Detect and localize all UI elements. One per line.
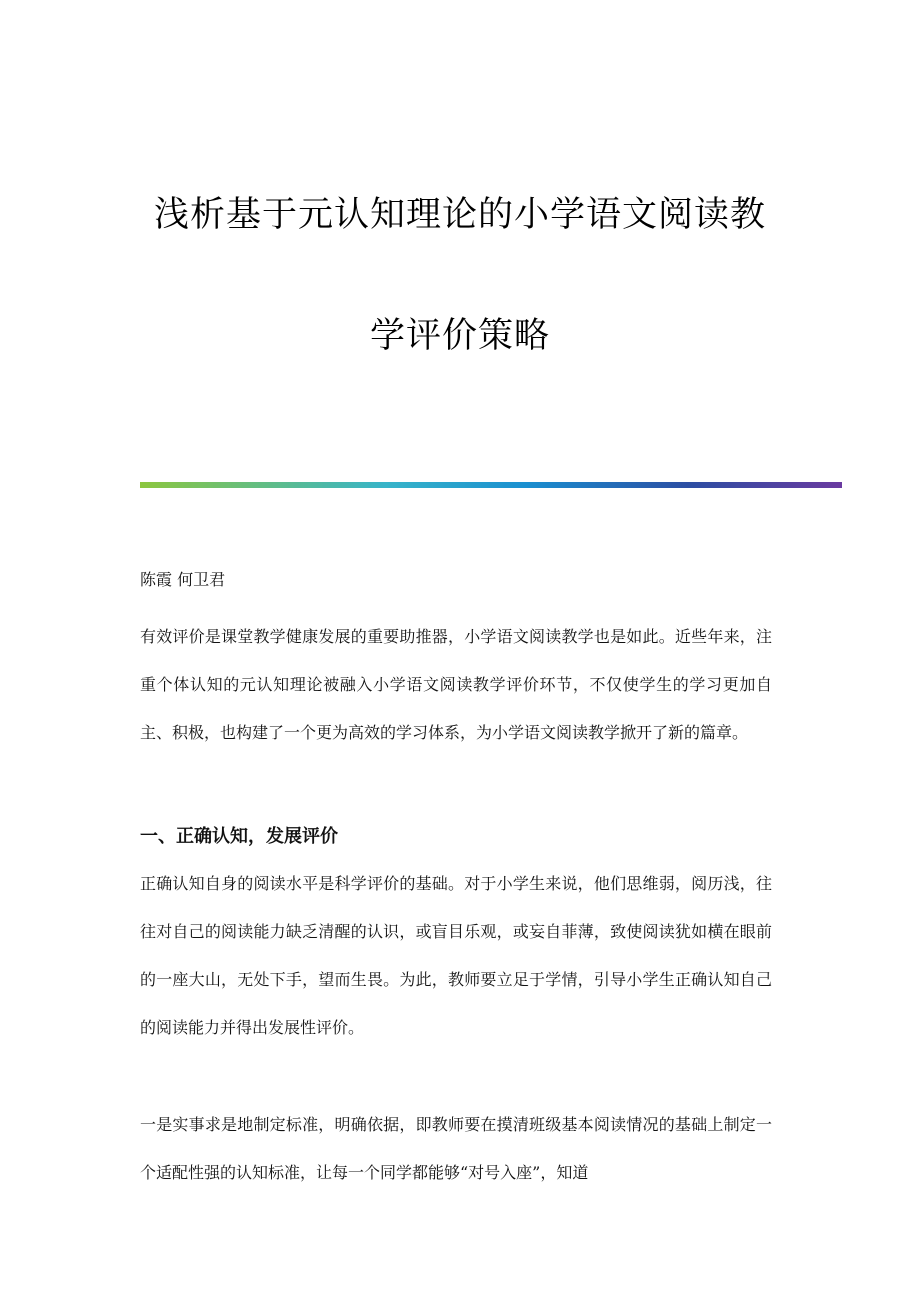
section-heading-1: 一、正确认知，发展评价	[140, 826, 338, 847]
body-paragraph-intro: 有效评价是课堂教学健康发展的重要助推器，小学语文阅读教学也是如此。近些年来，注重个体认知的元认知理论被融入小学语文阅读教学评价环节，不仅使学生的学习更加自主、积极，也构建了一个更为高效的学习体系，为小学语文阅读教学掀开了新的篇章。	[140, 627, 772, 742]
document-title-line-1: 浅析基于元认知理论的小学语文阅读教	[153, 195, 766, 235]
gradient-divider	[140, 482, 842, 488]
author-line: 陈霞 何卫君	[140, 570, 226, 589]
body-paragraph-3: 一是实事求是地制定标准，明确依据，即教师要在摸清班级基本阅读情况的基础上制定一个适配性强的认知标准，让每一个同学都能够“对号入座”，知道	[140, 1115, 772, 1182]
body-paragraph-2: 正确认知自身的阅读水平是科学评价的基础。对于小学生来说，他们思维弱，阅历浅，往往对自己的阅读能力缺乏清醒的认识，或盲目乐观，或妄自菲薄，致使阅读犹如横在眼前的一座大山，无处下手，望而生畏。为此，教师要立足于学情，引导小学生正确认知自己的阅读能力并得出发展性评价。	[140, 874, 772, 1037]
document-title-line-2: 学评价策略	[369, 316, 550, 356]
